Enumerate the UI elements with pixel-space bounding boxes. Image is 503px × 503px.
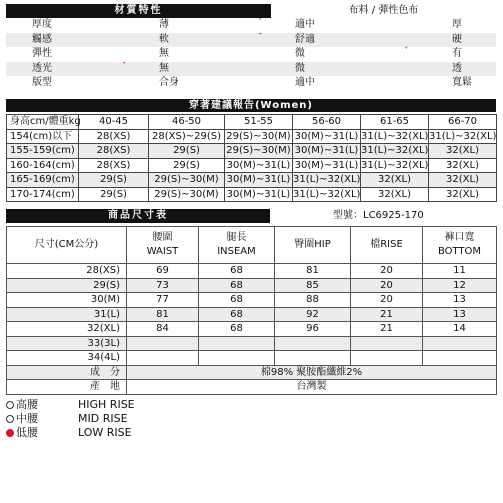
size-cell: 12	[423, 278, 497, 293]
material-label: 厚度	[32, 19, 52, 30]
size-row	[7, 322, 497, 337]
size-cell: 34(4L)	[7, 351, 127, 366]
recommend-cell: 32(XL)	[361, 187, 429, 202]
recommend-row	[7, 144, 497, 159]
origin-row-label: 產 地	[7, 380, 127, 395]
size-cell: 85	[275, 278, 351, 293]
material-row	[6, 18, 496, 33]
level-marker-icon: ˇ	[258, 18, 263, 28]
material-label: 彈性	[32, 48, 52, 59]
size-cell: 88	[275, 293, 351, 308]
model-number: 型號：LC6925-170	[333, 210, 424, 221]
material-title: 材質特性	[6, 4, 271, 18]
composition-row	[7, 365, 497, 380]
material-low: 薄	[159, 19, 169, 30]
level-marker-icon: ˇ	[404, 47, 409, 57]
inseam-zh: 腿長	[226, 232, 247, 243]
recommend-cell: 28(XS)	[79, 158, 149, 173]
size-cell: 33(3L)	[7, 336, 127, 351]
size-cell: 31(L)	[7, 307, 127, 322]
recommend-cell: 32(XL)	[361, 173, 429, 188]
material-section	[6, 4, 496, 91]
composition-row-label: 成 分	[7, 365, 127, 380]
size-cell: 73	[127, 278, 199, 293]
size-chart-table	[6, 226, 497, 395]
material-label: 版型	[32, 77, 52, 88]
size-cell: 14	[423, 322, 497, 337]
size-cell: 68	[199, 278, 275, 293]
recommend-cell: 154(cm)以下	[7, 129, 79, 144]
recommend-row	[7, 187, 497, 202]
recommend-row	[7, 158, 497, 173]
recommend-cell: 30(M)~31(L)	[293, 158, 361, 173]
recommend-cell: 28(XS)	[79, 144, 149, 159]
recommend-cell: 30(M)~31(L)	[293, 144, 361, 159]
rise-legend	[6, 398, 206, 440]
size-cell	[199, 336, 275, 351]
composition-row-value: 棉98% 聚胺酯纖維2%	[127, 365, 497, 380]
material-label: 透光	[32, 62, 52, 74]
size-cell	[275, 336, 351, 351]
size-row	[7, 278, 497, 293]
recommend-cell: 29(S)	[79, 173, 149, 188]
size-cell: 81	[127, 307, 199, 322]
empty-dot-icon	[6, 415, 14, 423]
size-cell: 68	[199, 264, 275, 279]
material-mid: 適中	[295, 19, 315, 30]
recommend-cell: 170-174(cm)	[7, 187, 79, 202]
recommend-cell: 31(L)~32(XL)	[293, 174, 361, 186]
legend-en: HIGH RISE	[78, 398, 135, 411]
size-row	[7, 351, 497, 366]
material-row	[6, 47, 496, 62]
level-marker-icon: ˇ	[122, 61, 127, 72]
recommend-header-cell: 56-60	[293, 115, 361, 130]
material-high: 厚	[452, 19, 462, 30]
material-header	[6, 4, 496, 18]
recommend-table	[6, 114, 497, 202]
recommend-header-cell: 66-70	[429, 115, 497, 130]
recommend-cell: 32(XL)	[429, 158, 497, 173]
size-cell: 20	[351, 264, 423, 279]
size-row	[7, 264, 497, 279]
size-column-header: 尺寸(CM公分)	[7, 227, 127, 264]
size-cell	[199, 351, 275, 366]
size-cell: 77	[127, 293, 199, 308]
material-high: 硬	[452, 33, 462, 45]
recommend-cell: 30(M)~31(L)	[293, 129, 361, 144]
recommend-row	[7, 173, 497, 188]
size-cell: 29(S)	[7, 278, 127, 293]
material-high: 寬鬆	[452, 77, 472, 88]
rise-column-header: 檔RISE	[351, 227, 423, 264]
size-cell: 11	[423, 264, 497, 279]
inseam-column-header	[199, 227, 275, 264]
recommend-cell: 31(L)~32(XL)	[361, 130, 429, 142]
recommend-cell: 31(L)~32(XL)	[293, 188, 361, 200]
material-mid: 微	[295, 48, 305, 59]
recommend-cell: 165-169(cm)	[7, 173, 79, 188]
size-cell: 21	[351, 322, 423, 337]
size-chart-title: 商品尺寸表	[6, 209, 270, 223]
fabric-title: 布料 / 彈性色布	[348, 5, 419, 16]
legend-zh: 高腰	[16, 398, 38, 411]
recommend-cell: 29(S)~30(M)	[149, 173, 225, 188]
recommend-cell: 31(L)~32(XL)	[361, 159, 429, 171]
recommend-header-cell: 61-65	[361, 115, 429, 130]
size-cell	[423, 351, 497, 366]
recommend-cell: 155-159(cm)	[7, 144, 79, 159]
size-cell	[351, 336, 423, 351]
size-cell: 30(M)	[7, 293, 127, 308]
size-cell	[275, 351, 351, 366]
selected-dot-icon	[6, 429, 14, 437]
material-row	[6, 76, 496, 91]
bottom-column-header: 褲口寬BOTTOM	[423, 227, 497, 264]
inseam-en: INSEAM	[217, 246, 256, 257]
size-cell: 13	[423, 307, 497, 322]
size-cell	[423, 336, 497, 351]
size-chart-header	[6, 209, 496, 223]
size-chart-header-row	[7, 227, 497, 264]
legend-zh: 中腰	[16, 412, 38, 425]
size-row	[7, 293, 497, 308]
waist-column-header	[127, 227, 199, 264]
recommend-cell: 29(S)	[149, 144, 225, 159]
size-cell: 81	[275, 264, 351, 279]
level-marker-icon: ˇ	[258, 32, 263, 43]
material-low: 合身	[159, 77, 179, 88]
recommend-title: 穿著建議報告(Women)	[6, 99, 496, 112]
material-low: 軟	[159, 33, 169, 45]
size-cell: 20	[351, 278, 423, 293]
recommend-cell: 30(M)~31(L)	[225, 173, 293, 188]
material-high: 有	[452, 48, 462, 59]
size-cell: 28(XS)	[7, 264, 127, 279]
recommend-cell: 28(XS)	[79, 129, 149, 144]
recommend-cell: 29(S)~30(M)	[149, 187, 225, 202]
recommend-cell: 30(M)~31(L)	[225, 158, 293, 173]
recommend-header-cell: 身高cm/體重kg	[7, 115, 79, 130]
size-row	[7, 336, 497, 351]
recommend-cell: 29(S)	[149, 158, 225, 173]
material-rows	[6, 18, 496, 91]
material-row	[6, 62, 496, 77]
size-cell	[351, 351, 423, 366]
recommend-section	[6, 99, 496, 202]
legend-zh: 低腰	[16, 426, 38, 439]
material-mid: 適中	[295, 77, 315, 88]
recommend-cell: 28(XS)~29(S)	[149, 129, 225, 144]
legend-en: MID RISE	[78, 412, 128, 425]
recommend-header-cell: 51-55	[225, 115, 293, 130]
origin-row-value: 台灣製	[127, 380, 497, 395]
waist-zh: 腰圍	[152, 232, 173, 243]
size-cell: 20	[351, 293, 423, 308]
material-low: 無	[159, 62, 169, 74]
size-cell: 96	[275, 322, 351, 337]
material-low: 無	[159, 48, 169, 59]
material-mid: 微	[295, 62, 305, 74]
recommend-header-cell: 46-50	[149, 115, 225, 130]
empty-dot-icon	[6, 401, 14, 409]
recommend-cell: 160-164(cm)	[7, 158, 79, 173]
recommend-cell: 29(S)	[79, 187, 149, 202]
recommend-cell: 29(S)~30(M)	[226, 130, 291, 142]
material-label: 觸感	[32, 33, 52, 45]
origin-row	[7, 380, 497, 395]
recommend-cell: 29(S)~30(M)	[226, 145, 291, 157]
material-mid: 舒適	[295, 33, 315, 45]
size-cell: 68	[199, 322, 275, 337]
material-row	[6, 33, 496, 48]
size-cell	[127, 351, 199, 366]
recommend-row	[7, 129, 497, 144]
size-cell	[127, 336, 199, 351]
size-chart-section	[6, 226, 496, 395]
size-cell: 13	[423, 293, 497, 308]
size-cell: 84	[127, 322, 199, 337]
waist-en: WAIST	[146, 246, 179, 257]
size-row	[7, 307, 497, 322]
recommend-header-cell: 40-45	[79, 115, 149, 130]
legend-item	[6, 426, 206, 440]
recommend-header-row	[7, 115, 497, 130]
recommend-cell: 32(XL)	[429, 144, 497, 159]
recommend-cell: 30(M)~31(L)	[225, 187, 293, 202]
size-cell: 69	[127, 264, 199, 279]
size-cell: 68	[199, 307, 275, 322]
legend-item	[6, 398, 206, 412]
recommend-cell: 32(XL)	[429, 187, 497, 202]
legend-item	[6, 412, 206, 426]
legend-en: LOW RISE	[78, 426, 132, 439]
size-cell: 21	[351, 307, 423, 322]
recommend-cell: 31(L)~32(XL)	[361, 145, 429, 157]
recommend-cell: 32(XL)	[429, 173, 497, 188]
hip-column-header: 臀圍HIP	[275, 227, 351, 264]
size-cell: 92	[275, 307, 351, 322]
recommend-cell: 31(L)~32(XL)	[429, 130, 497, 142]
size-cell: 68	[199, 293, 275, 308]
size-cell: 32(XL)	[7, 322, 127, 337]
material-high: 透	[452, 62, 462, 74]
